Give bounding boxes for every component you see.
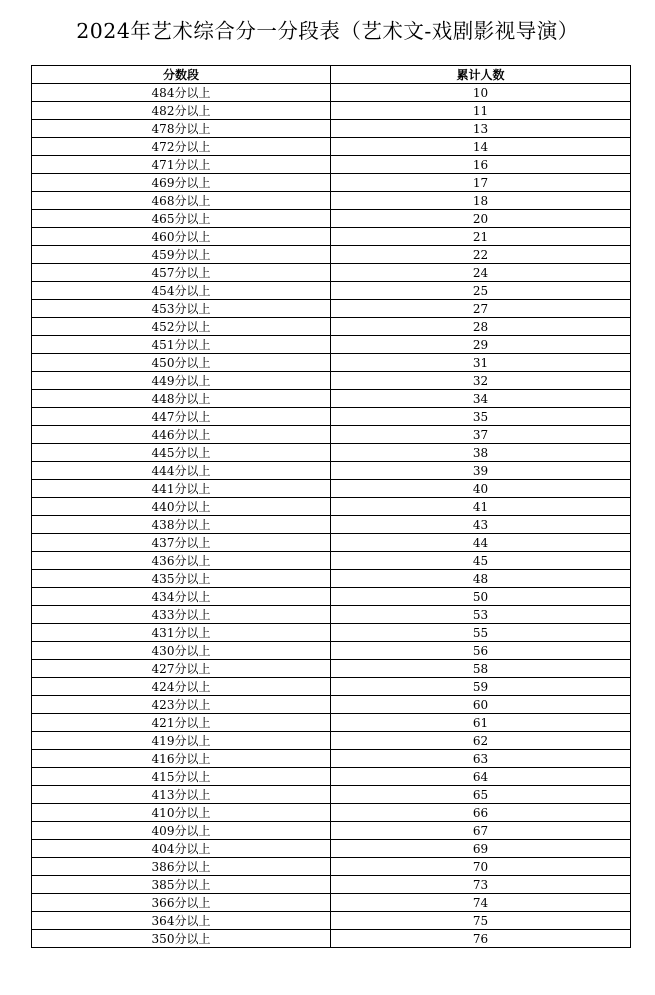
score-range-cell: 385分以上	[32, 876, 331, 894]
table-row	[32, 84, 631, 102]
score-range-cell: 482分以上	[32, 102, 331, 120]
table-row	[32, 408, 631, 426]
score-range-cell: 449分以上	[32, 372, 331, 390]
cumulative-count-cell: 39	[331, 462, 631, 480]
table-row	[32, 480, 631, 498]
score-range-cell: 404分以上	[32, 840, 331, 858]
cumulative-count-cell: 24	[331, 264, 631, 282]
cumulative-count-cell: 37	[331, 426, 631, 444]
table-header-row	[32, 66, 631, 84]
score-range-cell: 454分以上	[32, 282, 331, 300]
table-row	[32, 372, 631, 390]
table-row	[32, 174, 631, 192]
table-row	[32, 660, 631, 678]
cumulative-count-cell: 59	[331, 678, 631, 696]
table-row	[32, 804, 631, 822]
score-range-cell: 445分以上	[32, 444, 331, 462]
table-row	[32, 858, 631, 876]
cumulative-count-cell: 40	[331, 480, 631, 498]
score-range-cell: 421分以上	[32, 714, 331, 732]
cumulative-count-cell: 38	[331, 444, 631, 462]
table-row	[32, 930, 631, 948]
cumulative-count-cell: 67	[331, 822, 631, 840]
score-distribution-table	[31, 65, 631, 948]
score-range-cell: 453分以上	[32, 300, 331, 318]
score-range-cell: 424分以上	[32, 678, 331, 696]
score-range-cell: 450分以上	[32, 354, 331, 372]
table-row	[32, 210, 631, 228]
table-row	[32, 678, 631, 696]
cumulative-count-cell: 76	[331, 930, 631, 948]
table-row	[32, 318, 631, 336]
score-range-cell: 350分以上	[32, 930, 331, 948]
cumulative-count-cell: 32	[331, 372, 631, 390]
score-range-cell: 452分以上	[32, 318, 331, 336]
score-range-cell: 435分以上	[32, 570, 331, 588]
table-row	[32, 336, 631, 354]
table-row	[32, 786, 631, 804]
score-range-cell: 444分以上	[32, 462, 331, 480]
cumulative-count-cell: 63	[331, 750, 631, 768]
table-row	[32, 228, 631, 246]
table-row	[32, 822, 631, 840]
page-title: 2024年艺术综合分一分段表（艺术文-戏剧影视导演）	[76, 19, 579, 43]
table-row	[32, 876, 631, 894]
table-row	[32, 768, 631, 786]
score-range-cell: 448分以上	[32, 390, 331, 408]
cumulative-count-cell: 41	[331, 498, 631, 516]
table-row	[32, 840, 631, 858]
score-range-cell: 446分以上	[32, 426, 331, 444]
cumulative-count-cell: 73	[331, 876, 631, 894]
table-row	[32, 516, 631, 534]
cumulative-count-cell: 55	[331, 624, 631, 642]
cumulative-count-cell: 27	[331, 300, 631, 318]
score-range-cell: 431分以上	[32, 624, 331, 642]
cumulative-count-cell: 66	[331, 804, 631, 822]
score-range-cell: 423分以上	[32, 696, 331, 714]
score-range-cell: 451分以上	[32, 336, 331, 354]
cumulative-count-cell: 34	[331, 390, 631, 408]
score-range-cell: 433分以上	[32, 606, 331, 624]
cumulative-count-cell: 69	[331, 840, 631, 858]
cumulative-count-cell: 11	[331, 102, 631, 120]
cumulative-count-cell: 45	[331, 552, 631, 570]
table-row	[32, 750, 631, 768]
table-row	[32, 732, 631, 750]
table-row	[32, 390, 631, 408]
cumulative-count-cell: 22	[331, 246, 631, 264]
cumulative-count-cell: 58	[331, 660, 631, 678]
table-row	[32, 138, 631, 156]
cumulative-count-cell: 21	[331, 228, 631, 246]
table-row	[32, 588, 631, 606]
score-range-cell: 419分以上	[32, 732, 331, 750]
cumulative-count-cell: 44	[331, 534, 631, 552]
score-range-cell: 427分以上	[32, 660, 331, 678]
table-row	[32, 552, 631, 570]
score-range-cell: 364分以上	[32, 912, 331, 930]
cumulative-count-cell: 31	[331, 354, 631, 372]
table-row	[32, 498, 631, 516]
score-range-cell: 386分以上	[32, 858, 331, 876]
table-row	[32, 894, 631, 912]
cumulative-count-cell: 10	[331, 84, 631, 102]
score-range-cell: 471分以上	[32, 156, 331, 174]
table-row	[32, 606, 631, 624]
header-score-range: 分数段	[32, 66, 331, 84]
table-row	[32, 696, 631, 714]
score-range-cell: 484分以上	[32, 84, 331, 102]
score-range-cell: 447分以上	[32, 408, 331, 426]
cumulative-count-cell: 43	[331, 516, 631, 534]
cumulative-count-cell: 62	[331, 732, 631, 750]
score-range-cell: 409分以上	[32, 822, 331, 840]
cumulative-count-cell: 29	[331, 336, 631, 354]
cumulative-count-cell: 64	[331, 768, 631, 786]
cumulative-count-cell: 28	[331, 318, 631, 336]
score-range-cell: 478分以上	[32, 120, 331, 138]
cumulative-count-cell: 56	[331, 642, 631, 660]
cumulative-count-cell: 61	[331, 714, 631, 732]
score-range-cell: 457分以上	[32, 264, 331, 282]
cumulative-count-cell: 48	[331, 570, 631, 588]
table-row	[32, 444, 631, 462]
table-row	[32, 642, 631, 660]
score-range-cell: 460分以上	[32, 228, 331, 246]
score-range-cell: 366分以上	[32, 894, 331, 912]
cumulative-count-cell: 50	[331, 588, 631, 606]
cumulative-count-cell: 35	[331, 408, 631, 426]
table-row	[32, 300, 631, 318]
score-range-cell: 415分以上	[32, 768, 331, 786]
table-row	[32, 120, 631, 138]
score-range-cell: 437分以上	[32, 534, 331, 552]
table-row	[32, 426, 631, 444]
cumulative-count-cell: 70	[331, 858, 631, 876]
table-row	[32, 102, 631, 120]
cumulative-count-cell: 16	[331, 156, 631, 174]
table-row	[32, 912, 631, 930]
score-range-cell: 413分以上	[32, 786, 331, 804]
score-range-cell: 469分以上	[32, 174, 331, 192]
table-row	[32, 714, 631, 732]
score-range-cell: 440分以上	[32, 498, 331, 516]
header-cumulative-count: 累计人数	[331, 66, 631, 84]
cumulative-count-cell: 53	[331, 606, 631, 624]
score-range-cell: 459分以上	[32, 246, 331, 264]
cumulative-count-cell: 18	[331, 192, 631, 210]
score-range-cell: 438分以上	[32, 516, 331, 534]
cumulative-count-cell: 13	[331, 120, 631, 138]
cumulative-count-cell: 60	[331, 696, 631, 714]
table-row	[32, 462, 631, 480]
table-row	[32, 354, 631, 372]
table-row	[32, 156, 631, 174]
score-range-cell: 436分以上	[32, 552, 331, 570]
table-body	[32, 84, 631, 948]
cumulative-count-cell: 75	[331, 912, 631, 930]
table-row	[32, 282, 631, 300]
score-range-cell: 430分以上	[32, 642, 331, 660]
cumulative-count-cell: 20	[331, 210, 631, 228]
cumulative-count-cell: 17	[331, 174, 631, 192]
score-range-cell: 410分以上	[32, 804, 331, 822]
score-range-cell: 416分以上	[32, 750, 331, 768]
score-range-cell: 472分以上	[32, 138, 331, 156]
table-row	[32, 534, 631, 552]
cumulative-count-cell: 65	[331, 786, 631, 804]
table-row	[32, 570, 631, 588]
score-range-cell: 434分以上	[32, 588, 331, 606]
table-row	[32, 624, 631, 642]
table-row	[32, 192, 631, 210]
table-row	[32, 246, 631, 264]
score-range-cell: 465分以上	[32, 210, 331, 228]
score-range-cell: 441分以上	[32, 480, 331, 498]
cumulative-count-cell: 25	[331, 282, 631, 300]
table-row	[32, 264, 631, 282]
cumulative-count-cell: 14	[331, 138, 631, 156]
cumulative-count-cell: 74	[331, 894, 631, 912]
score-range-cell: 468分以上	[32, 192, 331, 210]
